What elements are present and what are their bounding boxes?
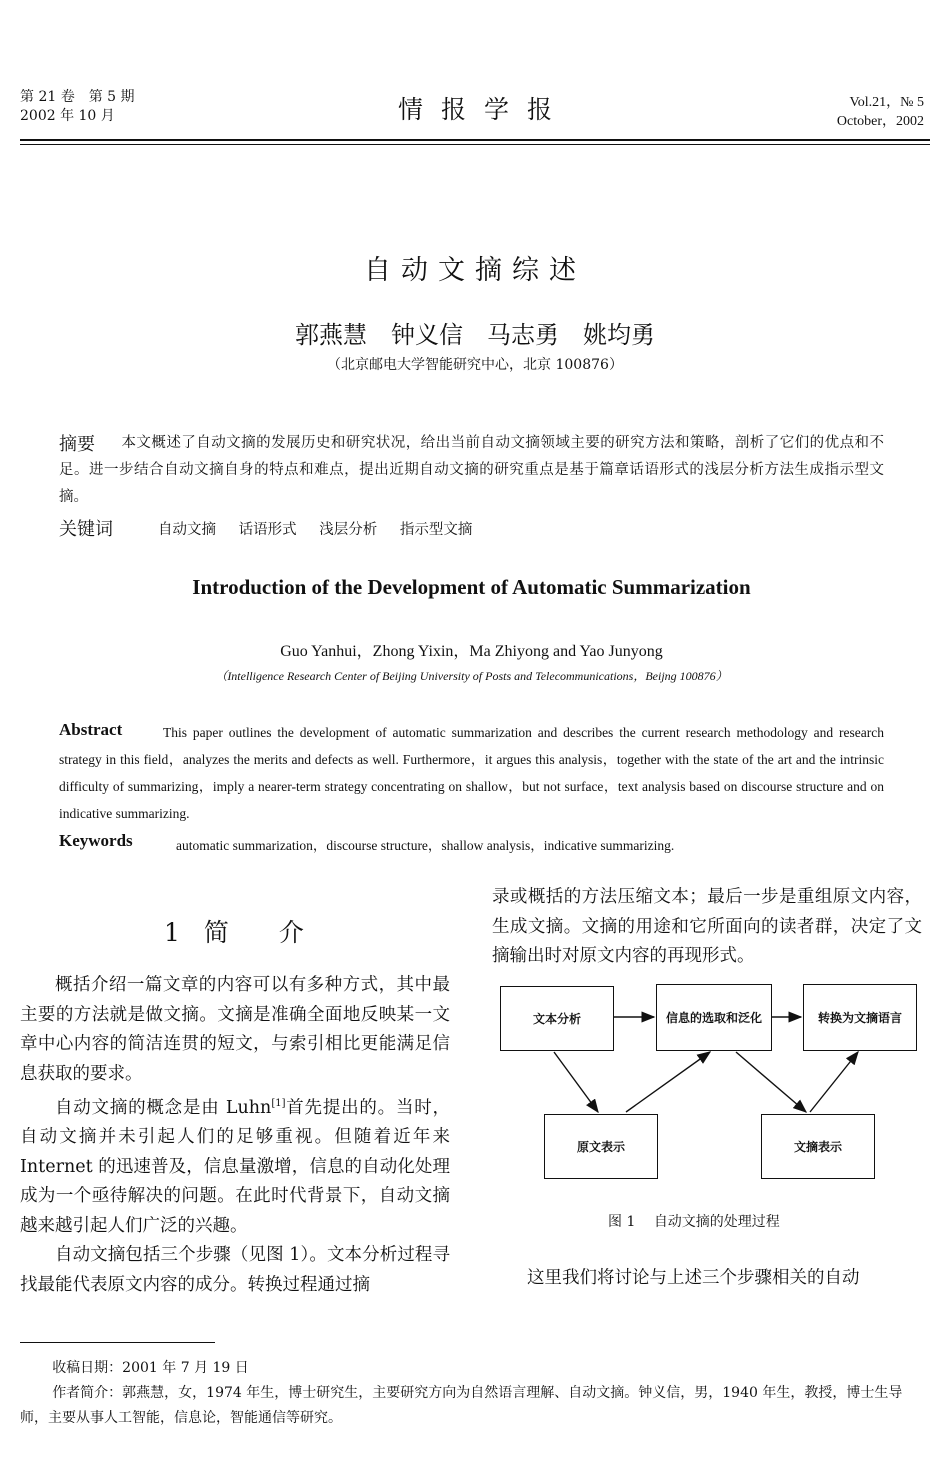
abstract-text-zh [59,430,884,511]
affiliation-zh: （北京邮电大学智能研究中心，北京 100876） [327,357,623,373]
keywords-label-zh: 关键词 [59,519,113,540]
authors-zh: 郭燕慧 钟义信 马志勇 姚均勇 [295,321,655,349]
right-column-top: 录或概括的方法压缩文本；最后一步是重组原文内容，生成文摘。文摘的用途和它所面向的读者群，决定了文摘输出时对原文内容的再现形式。 [492,887,922,966]
keywords-en: automatic summarization，discourse structure，shallow analysis，indicative summarizing. [176,838,675,853]
box-source-representation: 原文表示 [544,1114,658,1179]
para2-text-b: 首先提出的。当时，自动文摘并未引起人们的足够重视。但随着近年来 Internet 的迅速普及，信息量激增，信息的自动化处理成为一个亟待解决的问题。在此时代背景下，自动文摘越来越引起人们广泛的兴趣。 [20,1097,451,1236]
keyword-zh: 浅层分析 [319,522,378,538]
header-rule-top [20,139,930,141]
right-column-bottom: 这里我们将讨论与上述三个步骤相关的自动 [527,1268,860,1288]
volume-issue-zh: 第 21 卷 第 5 期 [20,89,135,105]
journal-name: 情报学报 [398,95,571,124]
header-rule-bottom [20,144,930,145]
abstract-body-zh: 本文概述了自动文摘的发展历史和研究状况，给出当前自动文摘领域主要的研究方法和策略，剖析了它们的优点和不足。进一步结合自动文摘自身的特点和难点，提出近期自动文摘的研究重点是基于篇章话语形式的浅层分析方法生成指示型文摘。 [59,435,884,505]
keyword-zh: 指示型文摘 [399,522,473,538]
box-text-analysis: 文本分析 [500,986,614,1051]
authors-en: Guo Yanhui，Zhong Yixin，Ma Zhiyong and Yao Junyong [280,643,663,660]
footnote [20,1356,925,1431]
keywords-zh [158,518,490,539]
paragraph-1: 概括介绍一篇文章的内容可以有多种方式，其中最主要的方法就是做文摘。文摘是准确全面地反映某一文章中心内容的简洁连贯的短文，与索引相比更能满足信息获取的要求。 [20,975,450,1084]
footnote-rule [20,1342,215,1343]
abstract-body-en: This paper outlines the development of automatic summarization and describes the current research methodology and research strategy in this field，analyzes the merits and defects as well. Furthermore，it argues this analysis，together with the state of the art and the intrinsic difficulty of summarizing，imply a nearer-term strategy concentrating on shallow，but not surface，text analysis based on discourse structure and on indicative summarizing. [59,725,884,821]
section-1-heading [164,913,304,949]
paragraph-3: 自动文摘包括三个步骤（见图 1）。文本分析过程寻找最能代表原文内容的成分。转换过程通过摘 [20,1245,450,1295]
left-column-body [20,971,450,1300]
author-bio: 作者简介：郭燕慧，女，1974 年生，博士研究生，主要研究方向为自然语言理解、自动文摘。钟义信，男，1940 年生，教授，博士生导师，主要从事人工智能，信息论，智能通信等研究。 [20,1385,903,1426]
keyword-zh: 话语形式 [238,522,297,538]
citation-1[interactable]: [1] [271,1098,286,1109]
section-number: 1 [164,918,180,947]
volume-issue-en: Vol.21，№ 5 [849,95,924,110]
caption-label: 图 1 [608,1214,636,1230]
paragraph-2 [20,1089,450,1241]
keywords-label-en: Keywords [59,831,133,850]
header-volume-en [837,93,924,131]
affiliation-en: （Intelligence Research Center of Beijing University of Posts and Telecommunications，Beijng 100876） [215,669,728,683]
date-en: October，2002 [836,114,924,129]
abstract-text-en [59,719,884,827]
paper-title-en: Introduction of the Development of Automatic Summarization [192,575,751,599]
abstract-label-zh: 摘要 [59,434,95,455]
figure-1 [492,978,922,1200]
keyword-zh: 自动文摘 [158,522,216,538]
para2-text-a: 自动文摘的概念是由 Luhn [55,1097,272,1118]
caption-text: 自动文摘的处理过程 [653,1214,780,1230]
date-zh: 2002 年 10 月 [20,108,115,124]
box-convert-summary-language: 转换为文摘语言 [803,984,917,1051]
figure-1-caption [608,1211,780,1231]
abstract-label-en: Abstract [59,720,123,739]
paper-title-zh: 自动文摘综述 [364,255,586,286]
box-summary-representation: 文摘表示 [761,1114,875,1179]
header-volume-issue [20,88,135,126]
box-info-selection: 信息的选取和泛化 [656,984,772,1051]
received-date: 收稿日期：2001 年 7 月 19 日 [52,1360,249,1376]
section-title: 简 介 [203,918,304,947]
